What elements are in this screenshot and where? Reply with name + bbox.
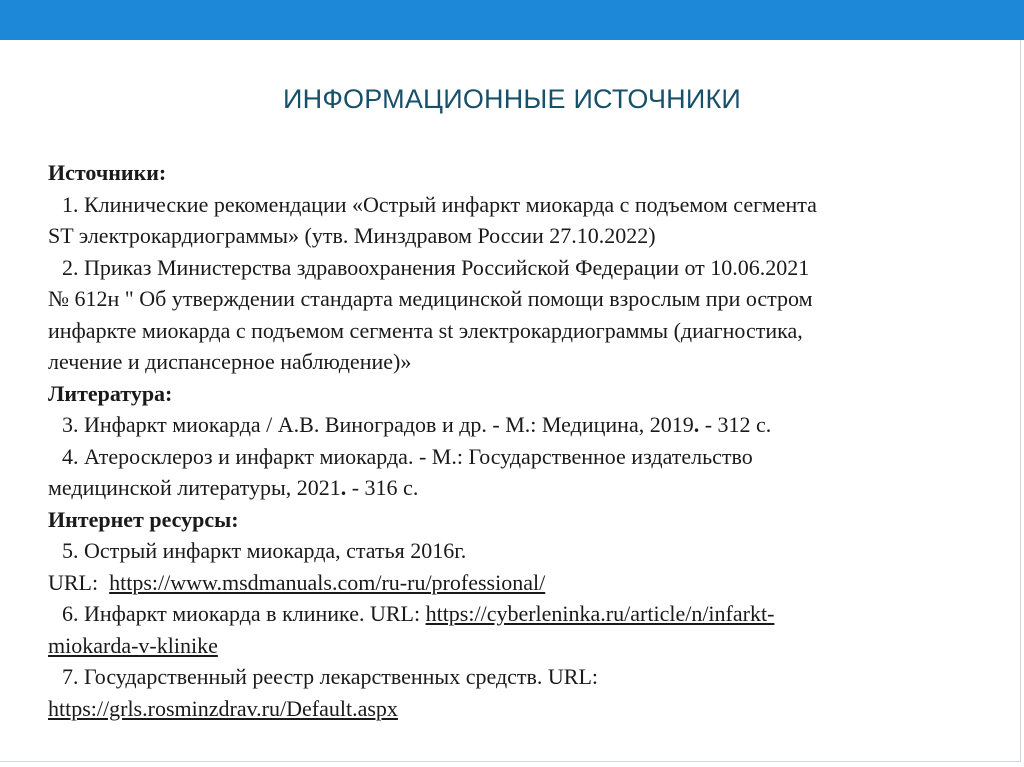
source-2-line-3: инфаркте миокарда с подъемом сегмента st электрокардиограммы (диагностика, [48,317,803,343]
source-2-line-2: № 612н " Об утверждении стандарта медицинской помощи взрослым при остром [48,286,813,311]
literature-4-text: медицинской литературы, 2021 [48,475,341,500]
slide-frame-right [1020,40,1021,762]
slide-frame-bottom [0,761,1021,762]
internet-6-line-2 [48,630,988,662]
literature-heading: Литература: [48,380,173,406]
internet-6-prefix: 6. Инфаркт миокарда в клинике. URL: [62,601,426,626]
internet-5-line-1: 5. Острый инфаркт миокарда, статья 2016г. [62,538,467,563]
slide-title: ИНФОРМАЦИОННЫЕ ИСТОЧНИКИ [283,84,741,114]
literature-4-line-2 [48,472,988,504]
literature-3-tail: - 312 с. [699,412,772,437]
source-1-line-1: 1. Клинические рекомендации «Острый инфаркт миокарда с подъемом сегмента [62,191,817,217]
source-2-line-4: лечение и диспансерное наблюдение)» [48,349,412,374]
literature-3-text: 3. Инфаркт миокарда / А.В. Виноградов и др. - М.: Медицина, 2019 [62,412,694,437]
literature-3 [48,409,988,441]
source-1-line-2: ST электрокардиограммы» (утв. Минздравом России 27.10.2022) [48,223,656,248]
internet-heading: Интернет ресурсы: [48,506,239,532]
msdmanuals-link[interactable]: https://www.msdmanuals.com/ru-ru/professional/ [109,569,546,595]
internet-6-line-1 [48,598,988,630]
literature-4-tail: - 316 с. [346,475,419,500]
internet-7-line-1: 7. Государственный реестр лекарственных средств. URL: [62,664,599,689]
source-2-line-1: 2. Приказ Министерства здравоохранения Российской Федерации от 10.06.2021 [62,254,810,280]
literature-4-line-1: 4. Атеросклероз и инфаркт миокарда. - М.: Государственное издательство [62,443,753,469]
sources-heading: Источники: [48,160,167,185]
internet-5-url-label: URL: [48,569,110,595]
internet-7-url-line [48,693,988,725]
literature-3-dot: . [693,412,700,437]
sources-content [48,157,988,724]
literature-4-dot: . [340,475,347,500]
internet-5-url-line [48,567,988,599]
top-accent-bar [0,0,1024,40]
cyberleninka-link-part-2[interactable]: miokarda-v-klinike [48,632,218,658]
grls-link[interactable]: https://grls.rosminzdrav.ru/Default.aspx [48,695,398,721]
cyberleninka-link-part-1[interactable]: https://cyberleninka.ru/article/n/infarkt- [425,601,775,626]
